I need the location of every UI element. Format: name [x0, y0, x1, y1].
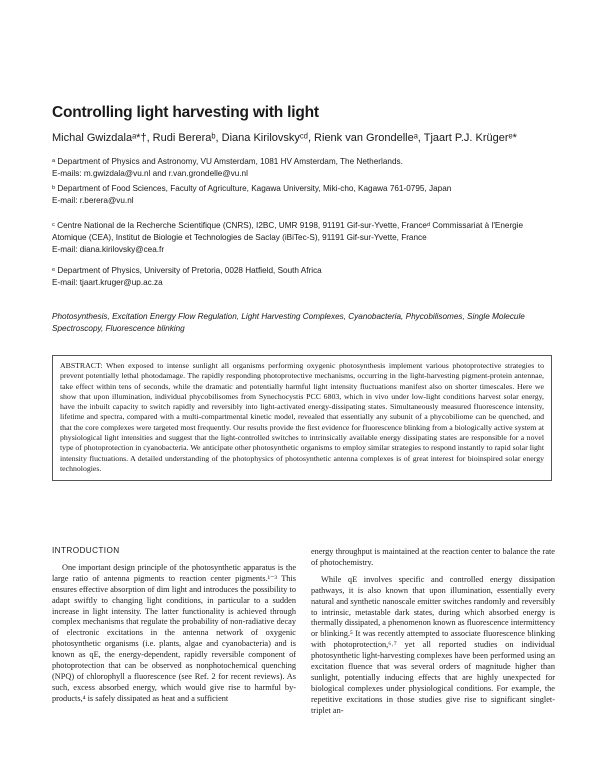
body-paragraph: While qE involves specific and controlled energy dissipation pathways, it is also known that upon illumination, essentially every natural and synthetic nanoscale emitter switches randomly and reversibly to intrinsic, metastable dark states, during which absorbed energy is thermally dissipated, a phenomenon known as fluorescence intermittency or blinking.⁵ It was recently attempted to associate fluorescence blinking with photoprotection,⁶˒⁷ yet all reported studies on individual photosynthetic light-harvesting complexes have been performed using an excitation fluence that was several orders of magnitude higher than sunlight, potentially inducing effects that are highly unexpected for biological complexes under physiological conditions. For example, the repetitive excitations in those studies give rise to significant singlet-triplet an-: [311, 574, 555, 715]
section-heading: INTRODUCTION: [52, 546, 120, 555]
affiliation-b: [52, 183, 552, 207]
affiliation-line: ᵉ Department of Physics, University of Pretoria, 0028 Hatfield, South Africa: [52, 266, 322, 275]
author-list: Michal Gwizdalaᵃ*†, Rudi Bereraᵇ, Diana Kirilovskyᶜᵈ, Rienk van Grondelleᵃ, Tjaart P.J. Krügerᵉ*: [52, 132, 517, 144]
affiliation-e: [52, 265, 552, 289]
affiliation-line: ᵇ Department of Food Sciences, Faculty of Agriculture, Kagawa University, Miki-cho, Kagawa 761-0795, Japan: [52, 184, 452, 193]
body-paragraph: energy throughput is maintained at the reaction center to balance the rate of photochemistry.: [311, 547, 555, 567]
body-paragraph: One important design principle of the photosynthetic apparatus is the large ratio of antenna pigments to reaction center pigments.¹⁻³ This ensures effective absorption of dim light and introduces the possibility to adapt swiftly to changing light conditions, in particular to a sudden increase in light intensity. The latter functionality is achieved through complex mechanisms that regulate the probability of non-radiative decay of electronic excitations in the antenna network of oxygenic photosynthetic organisms (i.e. plants, algae and cyanobacteria) and is known as qE, the energy-dependent, rapidly reversible component of photoprotection that can be observed as nonphotochemical quenching (NPQ) of chlorophyll a fluorescence (see Ref. 2 for recent reviews). As such, excess absorbed energy, which would give rise to harmful by-products,⁴ is safely dissipated as heat and a sufficient: [52, 562, 296, 703]
affiliation-cd: [52, 220, 552, 256]
abstract-box: ABSTRACT: When exposed to intense sunlight all organisms performing oxygenic photosynthesis implement various photoprotective strategies to prevent potentially lethal photodamage. The rapidly responding photoprotective mechanisms, occurring in the light-harvesting pigment-protein antennae, take effect within tens of seconds, while the dramatic and potentially harmful light intensity fluctuations manifest also on shorter timescales. Here we show that upon illumination, individual phycobilisomes from Synechocystis PCC 6803, which in vivo under low-light conditions harvest solar energy, have the inbuilt capacity to switch rapidly and reversibly into light-activated energy-dissipating states. Simultaneously measured fluorescence intensity, lifetime and spectra, compared with a multi-compartmental kinetic model, revealed that essentially any subunit of a phycobiliome can be quenched, and that the core complexes were targeted most frequently. Our results provide the first evidence for fluorescence blinking from a biologically active system at physiological light intensities and suggest that the light-controlled switches to intrinsically available energy dissipating states are responsible for a novel type of photoprotection in cyanobacteria. We anticipate other photosynthetic organisms to employ similar strategies to respond instantly to rapid solar light intensity fluctuations. A detailed understanding of the photophysics of photosynthetic antenna complexes is of great interest for bioinspired solar energy technologies.: [52, 355, 552, 481]
affiliation-email: E-mail: diana.kirilovsky@cea.fr: [52, 245, 165, 254]
affiliation-email: E-mails: m.gwizdala@vu.nl and r.van.grondelle@vu.nl: [52, 169, 248, 178]
affiliation-email: E-mail: r.berera@vu.nl: [52, 196, 134, 205]
affiliation-a: [52, 156, 552, 180]
affiliation-line: ᶜ Centre National de la Recherche Scientifique (CNRS), I2BC, UMR 9198, 91191 Gif-sur-Yvette, Franceᵈ Commissariat à l'Energie Atomique (CEA), Institut de Biologie et Technologies de Saclay (iBiTec-S), 91191 Gif-sur-Yvette, France: [52, 221, 524, 242]
right-column: [311, 547, 555, 717]
affiliation-email: E-mail: tjaart.kruger@up.ac.za: [52, 278, 163, 287]
affiliation-line: ᵃ Department of Physics and Astronomy, VU Amsterdam, 1081 HV Amsterdam, The Netherlands.: [52, 157, 403, 166]
paper-title: Controlling light harvesting with light: [52, 104, 319, 121]
left-column: [52, 540, 296, 705]
keywords: Photosynthesis, Excitation Energy Flow Regulation, Light Harvesting Complexes, Cyanobacteria, Phycobilisomes, Single Molecule Spectroscopy, Fluorescence blinking: [52, 312, 525, 333]
